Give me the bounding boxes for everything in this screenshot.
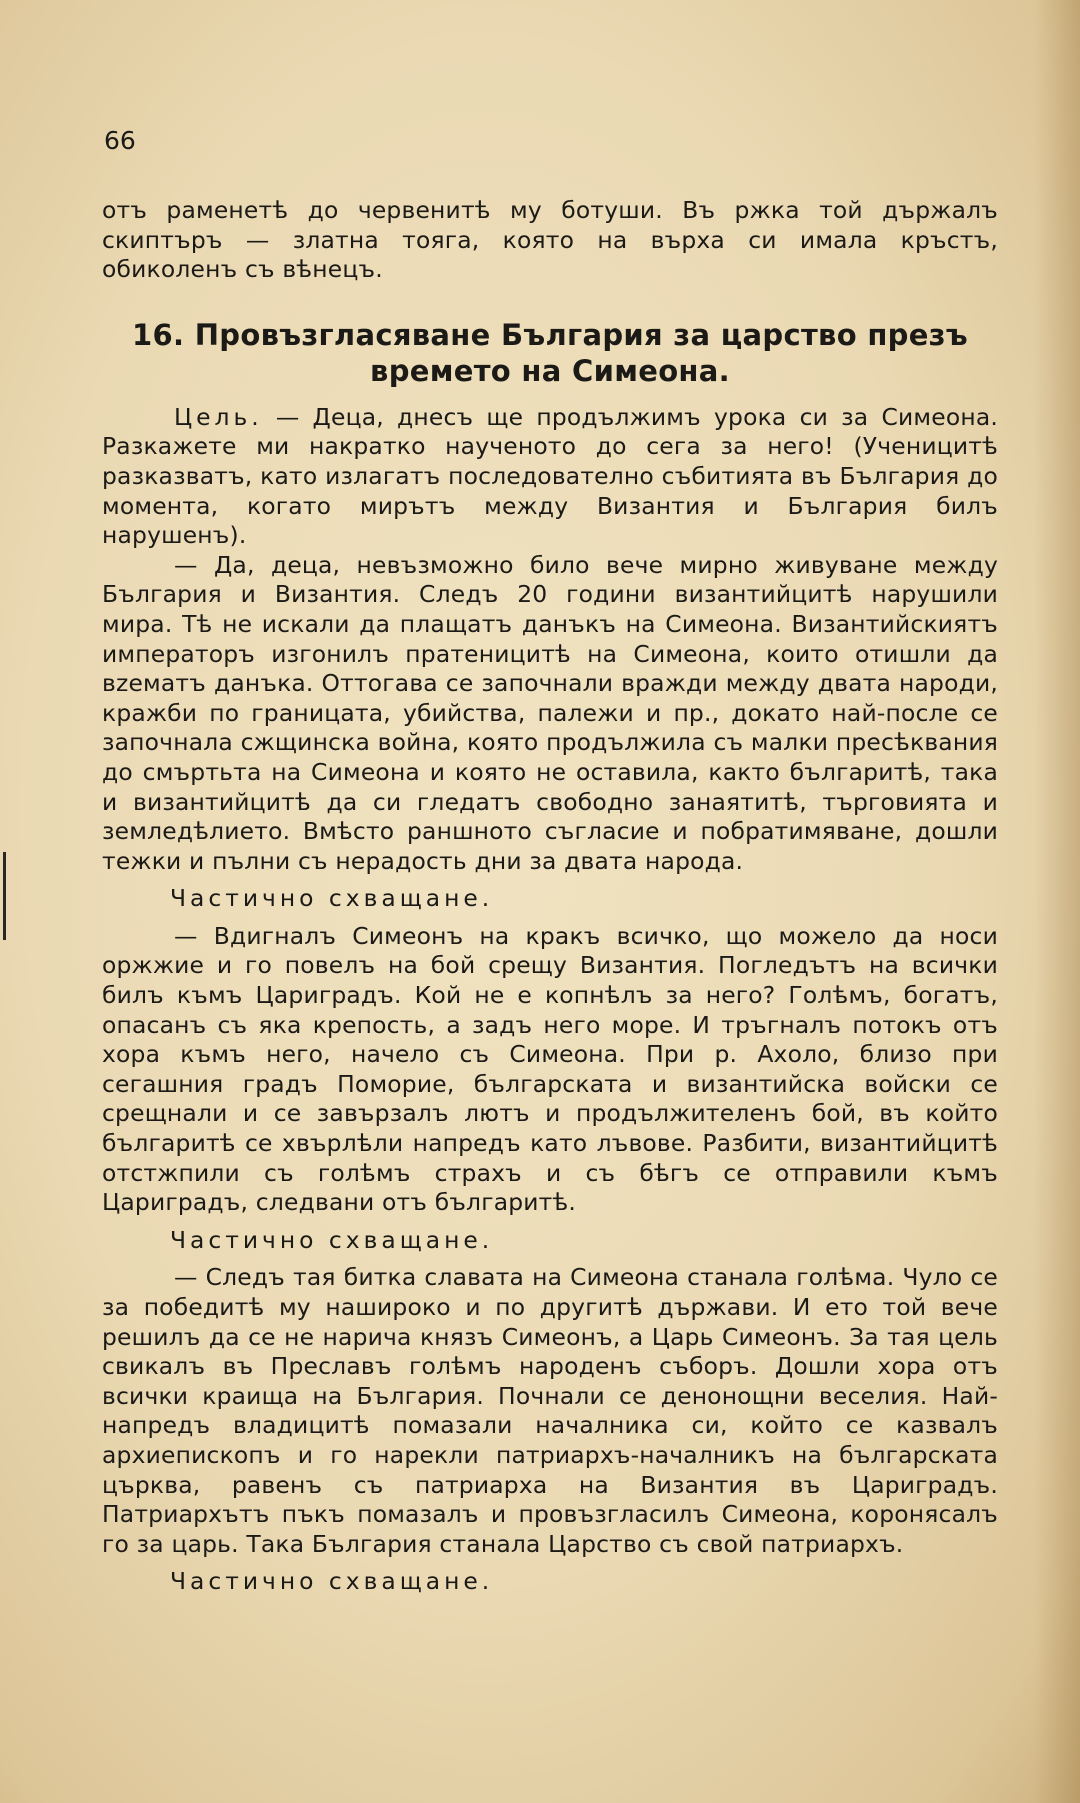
section-heading-line-1: 16. Провъзгласяване България за царство презъ [132, 317, 968, 352]
page-edge-shadow [1034, 0, 1080, 1803]
goal-text: — Деца, днесъ ще продължимъ урока си за Симеона. Разкажете ми накратко наученото до сега за него! (Ученицитѣ разказватъ, като излагатъ последователно събитията въ България до момента, когато мирътъ между Византия и България билъ нарушенъ). [102, 402, 998, 550]
page-number: 66 [104, 126, 136, 155]
goal-label: Цель. [174, 402, 263, 431]
intro-paragraph: отъ раменетѣ до червенитѣ му ботуши. Въ ржка той държалъ скиптъръ — златна тояга, която на върха си имала кръстъ, обиколенъ съ вѣнецъ. [102, 196, 998, 284]
section-heading [102, 317, 998, 389]
paragraph-4: — Следъ тая битка славата на Симеона станала голѣма. Чуло се за победитѣ му нашироко и по другитѣ държави. И ето той вече решилъ да се не нарича князъ Симеонъ, а Царь Симеонъ. За тая цель свикалъ въ Преславъ голѣмъ народенъ съборъ. Дошли хора отъ всички краища на България. Почнали се денонощни веселия. Най-напредъ владицитѣ помазали началника си, който се казвалъ архиепископъ и го нарекли патриархъ-началникъ на българската църква, равенъ съ патриарха на Византия въ Цариградъ. Патриархътъ пъкъ помазалъ и провъзгласилъ Симеона, коронясалъ го за царь. Така България станала Царство съ свой патриархъ. [102, 1263, 998, 1558]
paragraph-2: — Да, деца, невъзможно било вече мирно живуване между България и Византия. Следъ 20 години византийцитѣ нарушили мира. Тѣ не искали да плащатъ данъкъ на Симеона. Византийскиятъ императоръ изгонилъ пратеницитѣ на Симеона, които отишли да вzематъ данъка. Оттогава се започнали вражди между двата народи, кражби по границата, убийства, палежи и пр., докато най-после се започнала сжщинска война, която продължила съ малки пресѣквания до смъртьта на Симеона и която не оставила, както българитѣ, така и византийцитѣ да си гледатъ свободно занаятитѣ, търговията и земледѣлието. Вмѣсто раншното съгласие и побратимяване, дошли тежки и пълни съ нерадость дни за двата народа. [102, 550, 998, 875]
partial-label-3: Частично схващане. [170, 1567, 494, 1596]
goal-paragraph [102, 403, 998, 551]
page-content [102, 196, 998, 1605]
partial-label-2: Частично схващане. [170, 1225, 494, 1254]
paragraph-3: — Вдигналъ Симеонъ на кракъ всичко, що можело да носи оржжие и го повелъ на бой срещу Византия. Погледътъ на всички билъ къмъ Цариградъ. Кой не е копнѣлъ за него? Голѣмъ, богатъ, опасанъ съ яка крепость, а задъ него море. И тръгналъ потокъ отъ хора къмъ него, начело съ Симеона. При р. Ахоло, близо при сегашния градъ Поморие, българската и византийска войски се срещнали и се завързалъ лютъ и продължителенъ бой, въ който българитѣ се хвърлѣли напредъ като лъвове. Разбити, византийцитѣ отстжпили съ голѣмъ страхъ и съ бѣгъ се отправили къмъ Цариградъ, следвани отъ българитѣ. [102, 921, 998, 1217]
section-heading-line-2: времето на Симеона. [370, 353, 730, 388]
margin-mark [3, 852, 6, 940]
partial-label-1: Частично схващане. [170, 884, 494, 913]
